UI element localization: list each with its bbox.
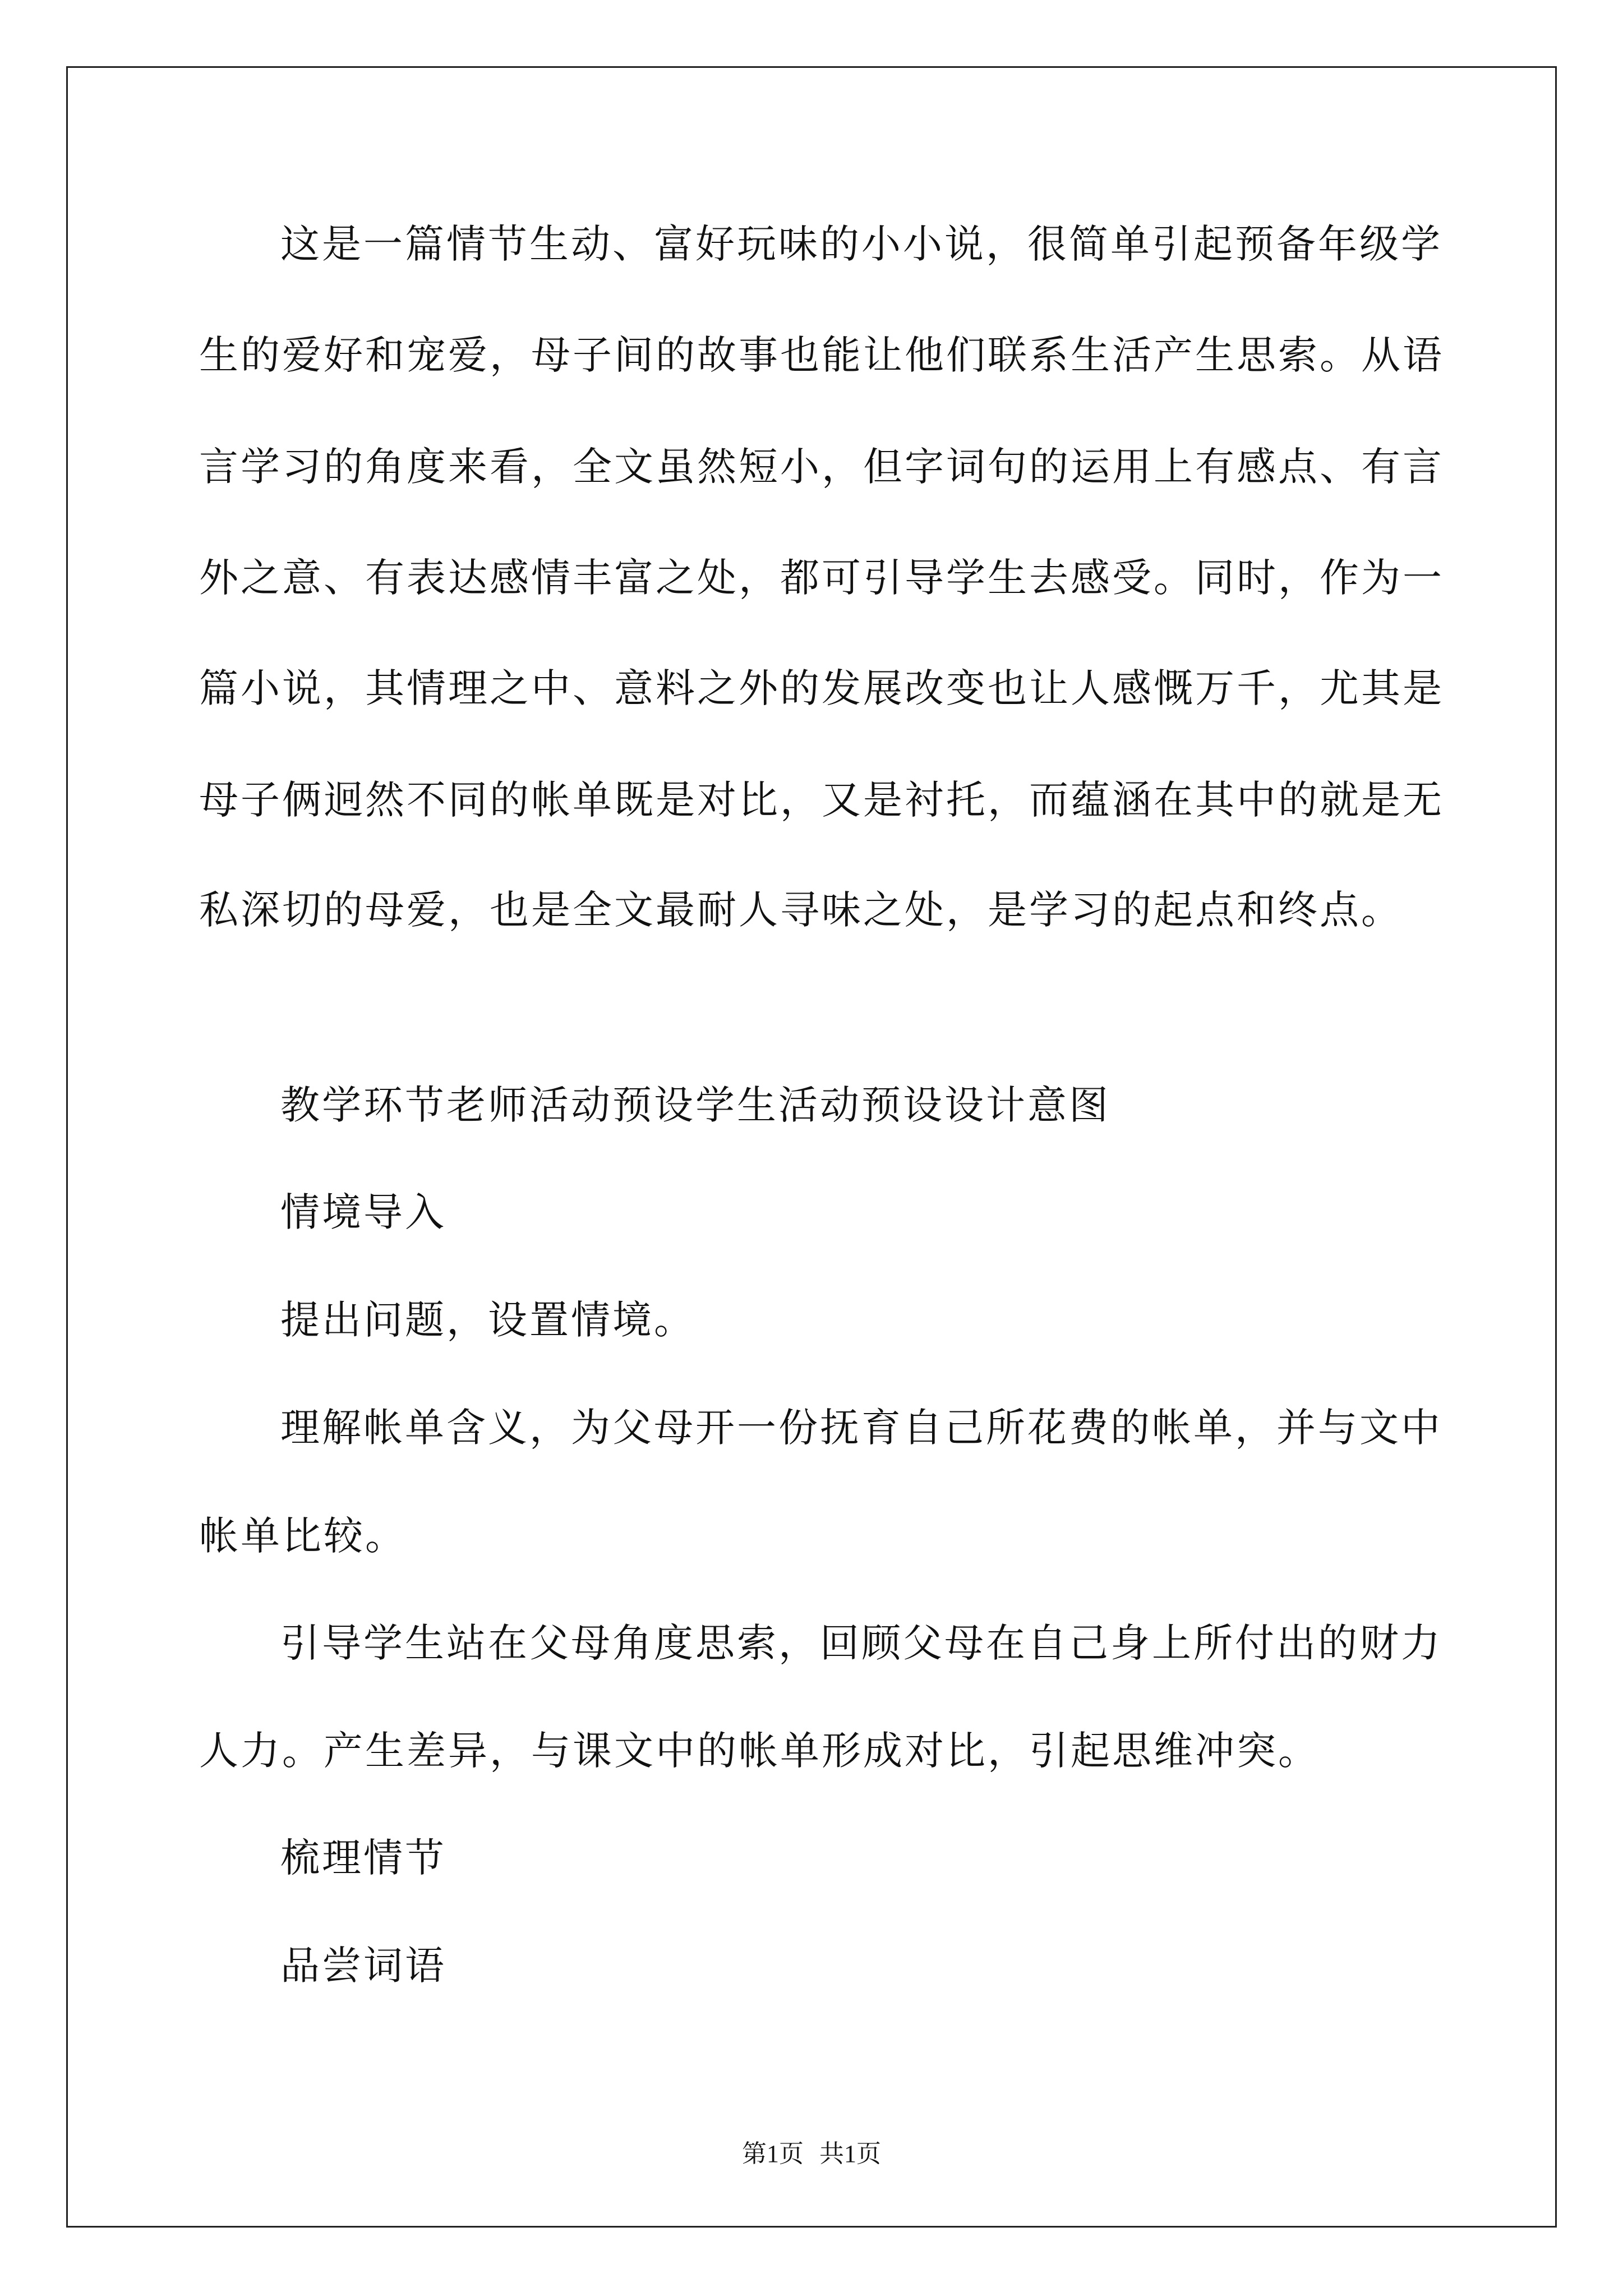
paragraph-line: 引导学生站在父母角度思索，回顾父母在自己身上所付出的财力 bbox=[280, 1620, 1442, 1666]
paragraph-line: 帐单比较。 bbox=[199, 1513, 407, 1559]
page-total: 共1页 bbox=[819, 2140, 881, 2168]
page-footer bbox=[0, 2140, 1623, 2168]
page-border bbox=[66, 66, 1557, 2228]
paragraph-line: 私深切的母爱，也是全文最耐人寻味之处，是学习的起点和终点。 bbox=[199, 887, 1403, 933]
question-line: 提出问题，设置情境。 bbox=[280, 1297, 695, 1343]
page-number: 第1页 bbox=[742, 2140, 804, 2168]
paragraph-line: 人力。产生差异，与课文中的帐单形成对比，引起思维冲突。 bbox=[199, 1728, 1320, 1774]
paragraph-line: 母子俩迥然不同的帐单既是对比，又是衬托，而蕴涵在其中的就是无 bbox=[199, 777, 1444, 823]
paragraph-line: 理解帐单含义，为父母开一份抚育自己所花费的帐单，并与文中 bbox=[280, 1405, 1442, 1451]
paragraph-line: 生的爱好和宠爱，母子间的故事也能让他们联系生活产生思索。从语 bbox=[199, 332, 1444, 378]
table-header-line: 教学环节老师活动预设学生活动预设设计意图 bbox=[280, 1082, 1110, 1128]
section-heading-words: 品尝词语 bbox=[280, 1943, 446, 1989]
paragraph-line: 篇小说，其情理之中、意料之外的发展改变也让人感慨万千，尤其是 bbox=[199, 665, 1444, 711]
paragraph-line: 言学习的角度来看，全文虽然短小，但字词句的运用上有感点、有言 bbox=[199, 444, 1444, 490]
paragraph-line: 这是一篇情节生动、富好玩味的小小说，很简单引起预备年级学 bbox=[280, 221, 1442, 267]
section-heading-plot: 梳理情节 bbox=[280, 1835, 446, 1881]
paragraph-line: 外之意、有表达感情丰富之处，都可引导学生去感受。同时，作为一 bbox=[199, 555, 1444, 601]
section-heading-intro: 情境导入 bbox=[280, 1189, 446, 1235]
